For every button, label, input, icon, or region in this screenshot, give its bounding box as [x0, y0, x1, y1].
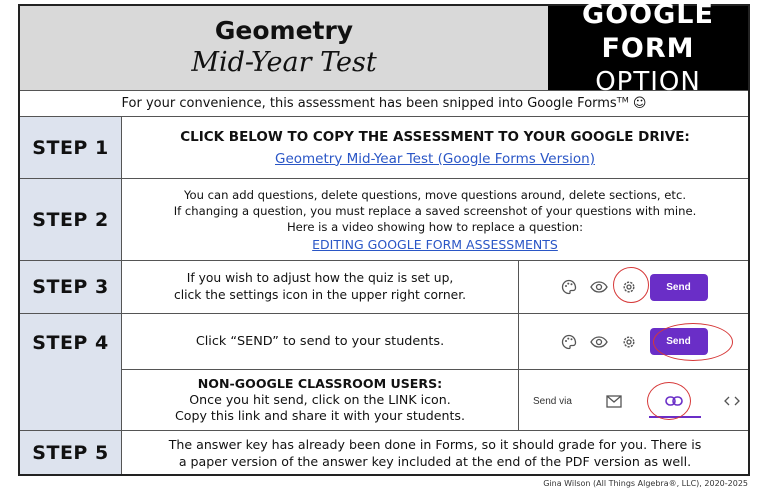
- page-subtitle: Mid-Year Test: [191, 47, 377, 78]
- step-2-link[interactable]: EDITING GOOGLE FORM ASSESSMENTS: [312, 236, 558, 252]
- step-3-row: [20, 261, 748, 314]
- eye-icon: [590, 278, 608, 296]
- step-4-screenshot: [518, 314, 748, 370]
- step-1-label: STEP 1: [20, 117, 122, 178]
- non-google-heading: NON-GOOGLE CLASSROOM USERS:: [197, 376, 443, 391]
- step-3-content: [122, 261, 518, 313]
- step-1-link[interactable]: Geometry Mid-Year Test (Google Forms Version): [275, 150, 595, 167]
- step-3-line-1: If you wish to adjust how the quiz is set up,: [186, 271, 454, 285]
- palette-icon: [560, 333, 578, 351]
- intro-text: For your convenience, this assessment has been snipped into Google Formsᵀᴹ ☺: [121, 96, 647, 111]
- step-4-text: Click “SEND” to send to your students.: [195, 334, 445, 349]
- embed-code-icon[interactable]: [723, 392, 741, 410]
- link-highlight-circle: [647, 382, 691, 420]
- step-2-line-1: You can add questions, delete questions, move questions around, delete sections, etc.: [183, 187, 687, 202]
- google-form-badge: [548, 0, 748, 97]
- non-google-line-1: Once you hit send, click on the LINK icon.: [189, 392, 451, 407]
- step-2-row: [20, 179, 748, 261]
- step-3-line-2: click the settings icon in the upper right corner.: [173, 288, 467, 302]
- title-block: [20, 6, 548, 90]
- send-button[interactable]: Send: [650, 274, 708, 301]
- step-3-screenshot: [518, 261, 748, 313]
- step-4-label: STEP 4: [32, 332, 109, 354]
- step-4-label-cell: [20, 314, 122, 430]
- step-2-line-2: If changing a question, you must replace a saved screenshot of your questions with mine.: [173, 203, 697, 218]
- step-5-row: [20, 431, 748, 474]
- step-2-line-3: Here is a video showing how to replace a question:: [286, 219, 584, 234]
- eye-icon: [590, 333, 608, 351]
- step-4-row: [20, 314, 748, 431]
- send-via-screenshot: [518, 370, 748, 430]
- page-title: Geometry: [214, 16, 354, 45]
- step-1-content: [122, 117, 748, 178]
- badge-line-1: GOOGLE FORM: [582, 0, 714, 64]
- step-5-line-2: a paper version of the answer key included at the end of the PDF version as well.: [178, 453, 692, 469]
- step-1-row: [20, 117, 748, 179]
- non-google-line-2: Copy this link and share it with your students.: [174, 408, 465, 423]
- intro-row: [20, 91, 748, 117]
- assessment-instructions-sheet: [18, 0, 750, 476]
- badge-line-2: OPTION: [595, 67, 701, 97]
- step-1-heading: CLICK BELOW TO COPY THE ASSESSMENT TO YOUR GOOGLE DRIVE:: [180, 128, 690, 145]
- send-via-label: Send via: [533, 396, 572, 407]
- gear-icon[interactable]: [620, 333, 638, 351]
- non-google-content: [122, 370, 518, 430]
- step-2-content: [122, 179, 748, 260]
- step-3-label: STEP 3: [20, 261, 122, 313]
- send-highlight-circle: [653, 323, 733, 361]
- mail-icon[interactable]: [605, 392, 623, 410]
- step-2-label: STEP 2: [20, 179, 122, 260]
- send-button[interactable]: Send: [650, 328, 708, 355]
- header-row: [20, 0, 748, 97]
- copyright-footer: Gina Wilson (All Things Algebra®, LLC), 2020-2025: [543, 479, 748, 488]
- settings-highlight-circle: [613, 267, 649, 303]
- step-5-line-1: The answer key has already been done in Forms, so it should grade for you. There is: [168, 436, 702, 452]
- step-5-label: STEP 5: [20, 431, 122, 474]
- step-5-content: [122, 431, 748, 474]
- step-4-content: [122, 314, 518, 370]
- palette-icon: [560, 278, 578, 296]
